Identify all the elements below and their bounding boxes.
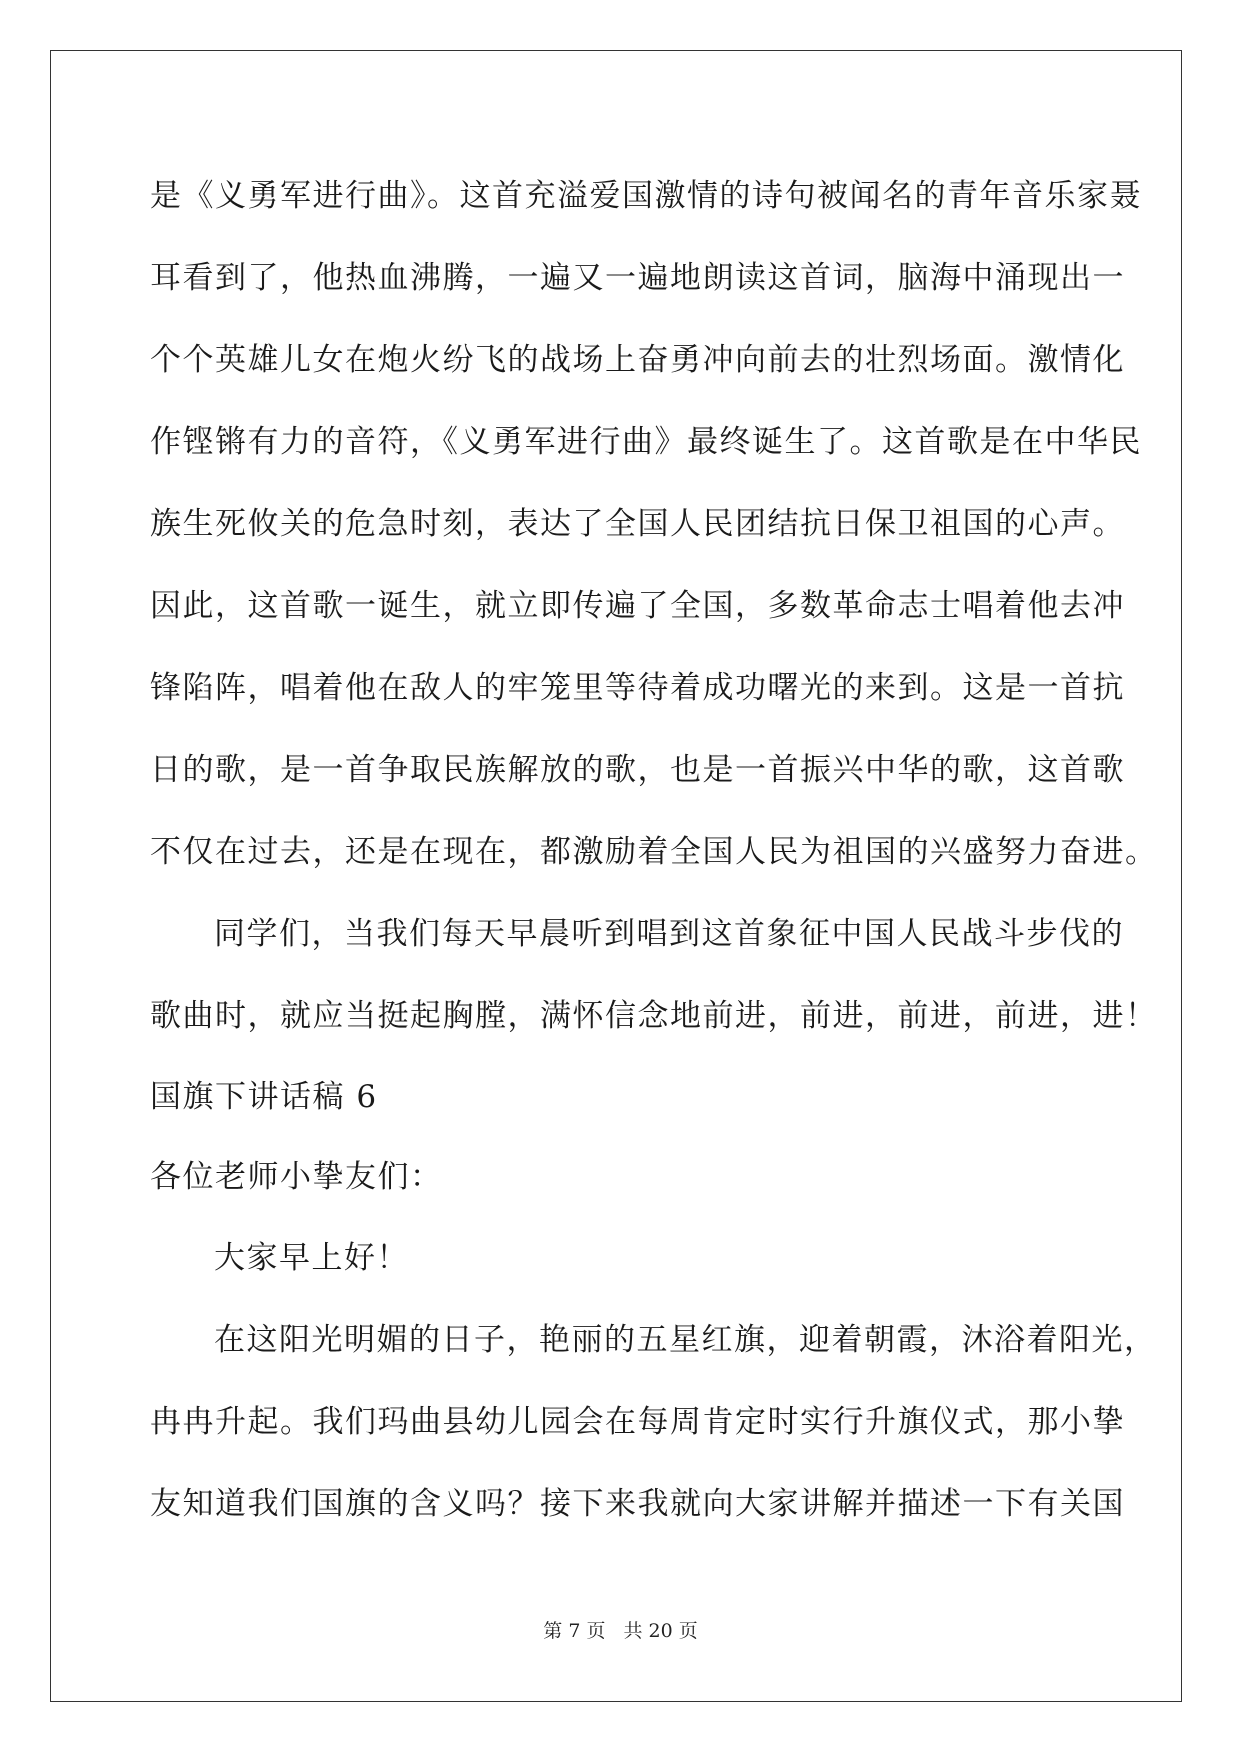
paragraph-line: 友知道我们国旗的含义吗？接下来我就向大家讲解并描述一下有关国: [150, 1486, 1125, 1522]
paragraph-line: 日的歌，是一首争取民族解放的歌，也是一首振兴中华的歌，这首歌: [150, 752, 1125, 788]
paragraph-line: 作铿锵有力的音符，《义勇军进行曲》最终诞生了。这首歌是在中华民: [150, 424, 1142, 460]
paragraph-line: 不仅在过去，还是在现在，都激励着全国人民为祖国的兴盛努力奋进。: [150, 834, 1158, 870]
paragraph-line: 因此，这首歌一诞生，就立即传遍了全国，多数革命志士唱着他去冲: [150, 588, 1125, 624]
paragraph-line: 冉冉升起。我们玛曲县幼儿园会在每周肯定时实行升旗仪式，那小挚: [150, 1404, 1125, 1440]
paragraph-line: 锋陷阵，唱着他在敌人的牢笼里等待着成功曙光的来到。这是一首抗: [150, 670, 1125, 706]
paragraph-line: 同学们，当我们每天早晨听到唱到这首象征中国人民战斗步伐的: [214, 916, 1124, 952]
paragraph-line: 族生死攸关的危急时刻，表达了全国人民团结抗日保卫祖国的心声。: [150, 506, 1125, 542]
section-heading: 国旗下讲话稿 6: [150, 1079, 378, 1115]
paragraph-line: 在这阳光明媚的日子，艳丽的五星红旗，迎着朝霞，沐浴着阳光，: [214, 1322, 1157, 1358]
salutation: 各位老师小挚友们：: [150, 1159, 443, 1195]
greeting: 大家早上好！: [214, 1240, 409, 1276]
paragraph-line: 是《义勇军进行曲》。这首充溢爱国激情的诗句被闻名的青年音乐家聂: [150, 178, 1142, 214]
page-total: 共 20 页: [623, 1620, 698, 1642]
document-body: [150, 155, 1158, 1545]
page-footer: [0, 1616, 1241, 1643]
paragraph-line: 耳看到了，他热血沸腾，一遍又一遍地朗读这首词，脑海中涌现出一: [150, 260, 1125, 296]
paragraph-line: 歌曲时，就应当挺起胸膛，满怀信念地前进，前进，前进，前进，进！: [150, 998, 1158, 1034]
page-number: 第 7 页: [543, 1620, 606, 1642]
paragraph-line: 个个英雄儿女在炮火纷飞的战场上奋勇冲向前去的壮烈场面。激情化: [150, 342, 1125, 378]
